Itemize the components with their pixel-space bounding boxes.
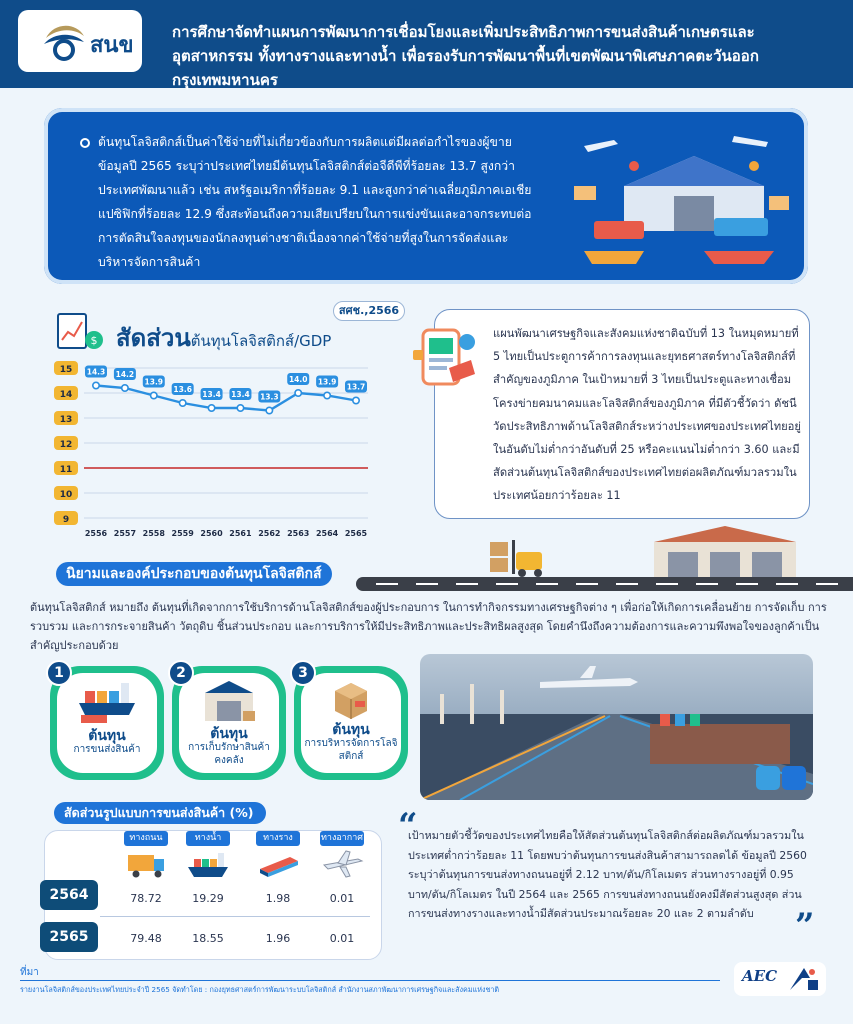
data-label: 13.4 [202, 390, 221, 399]
road-marking [416, 583, 438, 585]
otp-logo [18, 10, 142, 72]
cost-subtitle: การบริหารจัดการโลจิสติกส์ [304, 738, 398, 762]
cost-card-inventory [172, 666, 286, 780]
data-label: 13.4 [231, 390, 250, 399]
definition-heading: นิยามและองค์ประกอบของต้นทุนโลจิสติกส์ [56, 562, 332, 586]
cost-subtitle: การเก็บรักษาสินค้าคงคลัง [188, 742, 270, 766]
cost-title: ต้นทุน [332, 722, 370, 738]
cost-card-management [294, 666, 408, 780]
info-card [434, 309, 810, 519]
year-label: 2564 [40, 880, 98, 910]
logo-text: สนข [90, 33, 134, 58]
y-tick-label: 15 [59, 365, 73, 375]
aec-logo [734, 962, 826, 996]
quote-close-mark: ” [795, 906, 815, 946]
x-tick-label: 2559 [171, 529, 194, 538]
year-label: 2565 [40, 922, 98, 952]
road-marking [696, 583, 718, 585]
x-tick-label: 2565 [344, 529, 368, 538]
otp-logo-mark-icon [40, 18, 88, 62]
data-label: 13.9 [317, 377, 337, 387]
x-tick-label: 2563 [287, 529, 310, 538]
road-marking [656, 583, 678, 585]
footer-source-text: รายงานโลจิสติกส์ของประเทศไทยประจำปี 2565 จัดทำโดย : กองยุทธศาสตร์การพัฒนาระบบโลจิสติกส์ สำนักงานสภาพัฒนาการเศรษฐกิจและสังคมแห่งชาติ [20, 985, 500, 994]
series-line [96, 386, 356, 411]
y-tick-label: 9 [62, 515, 70, 525]
data-point [151, 392, 157, 398]
road-marking [496, 583, 518, 585]
source-badge: สศช.,2566 [333, 301, 405, 321]
data-point [324, 392, 330, 398]
forklift-icon [488, 538, 552, 578]
train-icon [256, 847, 300, 881]
road-marking [736, 583, 758, 585]
warehouse-icon [197, 677, 261, 723]
x-tick-label: 2564 [315, 529, 339, 538]
data-point [179, 400, 185, 406]
column-header: ทางราง [256, 831, 300, 846]
y-tick-label: 11 [59, 465, 73, 475]
definition-text: ต้นทุนโลจิสติกส์ หมายถึง ต้นทุนที่เกิดจากการใช้บริการด้านโลจิสติกส์ของผู้ประกอบการ ในการทำกิจกรรมทางเศรษฐกิจต่าง ๆ เพื่อก่อให้เกิดการเคลื่อนย้าย การจัดเก็บ การรวบรวม และการกระจายสินค้า วัตถุดิบ ชิ้นส่วนประกอบ และการบริการให้มีประสิทธิภาพและประสิทธิผลสูงสุด โดยคำนึงถึงความต้องการและความพึงพอใจของลูกค้าเป็นสำคัญประกอบด้วย [30, 601, 827, 652]
column-header: ทางถนน [124, 831, 168, 846]
road-marking [456, 583, 478, 585]
cost-card-inner [301, 673, 401, 773]
table-cell: 79.48 [130, 932, 162, 945]
y-tick-label: 10 [59, 490, 73, 500]
data-label: 13.7 [346, 382, 366, 392]
x-tick-label: 2562 [258, 529, 281, 538]
data-point [122, 385, 128, 391]
svg-text:$: $ [90, 334, 98, 347]
logistics-cost-chart [50, 358, 390, 543]
bullet-icon [80, 138, 90, 148]
intro-card [44, 108, 808, 284]
report-chart-icon [56, 312, 106, 352]
column-header: ทางน้ำ [186, 831, 230, 846]
cost-number-badge: 2 [168, 660, 194, 686]
info-text: แผนพัฒนาเศรษฐกิจและสังคมแห่งชาติฉบับที่ 13 ในหมุดหมายที่ 5 ไทยเป็นประตูการค้าการลงทุนและยุทธศาสตร์ทางโลจิสติกส์ที่สำคัญของภูมิภาค ในเป้าหมายที่ 3 ไทยเป็นประตูและทางเชื่อมโครงข่ายคมนาคมและโลจิสติกส์ของภูมิภาค ที่มีตัวชี้วัดว่า ดัชนีวัดประสิทธิภาพด้านโลจิสติกส์ระหว่างประเทศของประเทศไทยอยู่ในอันดับไม่ต่ำกว่าอันดับที่ 25 หรือคะแนนไม่ต่ำกว่า 3.60 และมีสัดส่วนต้นทุนโลจิสติกส์ของประเทศไทยต่อผลิตภัณฑ์มวลรวมในประเทศน้อยกว่าร้อยละ 11 [493, 327, 801, 503]
x-tick-label: 2557 [113, 529, 137, 538]
x-tick-label: 2561 [229, 529, 252, 538]
y-tick-label: 13 [59, 415, 73, 425]
chart-title-main: สัดส่วน [116, 324, 191, 352]
data-label: 14.3 [86, 367, 106, 377]
data-label: 13.6 [173, 385, 192, 394]
data-point [295, 390, 301, 396]
road-marking [576, 583, 598, 585]
data-label: 13.9 [144, 377, 164, 387]
data-point [237, 405, 243, 411]
truck-icon [124, 847, 168, 881]
cost-title: ต้นทุน [210, 726, 248, 742]
cost-number-badge: 3 [290, 660, 316, 686]
x-tick-label: 2558 [142, 529, 165, 538]
table-cell: 18.55 [192, 932, 224, 945]
road-marking [536, 583, 558, 585]
port-photo [420, 654, 813, 800]
chart-title-sub: ต้นทุนโลจิสติกส์/GDP [190, 332, 332, 350]
transport-table-heading: สัดส่วนรูปแบบการขนส่งสินค้า (%) [54, 802, 266, 824]
chart-title [116, 318, 331, 357]
table-cell: 1.96 [265, 932, 291, 945]
header-bar [0, 0, 853, 88]
x-tick-label: 2560 [200, 529, 223, 538]
road-marking [776, 583, 798, 585]
data-point [266, 407, 272, 413]
cargo-ship-truck-icon [75, 677, 139, 723]
footer-source-label: ที่มา [20, 967, 39, 978]
phone-document-icon [409, 324, 481, 396]
road-marking [816, 583, 838, 585]
road-strip [356, 577, 853, 591]
column-header: ทางอากาศ [320, 831, 364, 846]
warehouse-icon [650, 524, 800, 580]
aec-logo-text: AEC [742, 967, 778, 985]
road-marking [616, 583, 638, 585]
x-tick-label: 2556 [84, 529, 108, 538]
y-tick-label: 12 [59, 440, 73, 450]
footer-divider [20, 980, 720, 981]
data-label: 14.0 [288, 375, 308, 384]
data-point [93, 382, 99, 388]
cost-subtitle: การขนส่งสินค้า [73, 744, 141, 755]
data-point [208, 405, 214, 411]
quote-text: เป้าหมายตัวชี้วัดของประเทศไทยคือให้สัดส่วนต้นทุนโลจิสติกส์ต่อผลิตภัณฑ์มวลรวมในประเทศต่ำกว่าร้อยละ 11 โดยพบว่าต้นทุนการขนส่งสินค้าสามารถลดได้ ข้อมูลปี 2560 ระบุว่าต้นทุนการขนส่งทางถนนอยู่ที่ 2.12 บาท/ตัน/กิโลเมตร ส่วนทางรางอยู่ที่ 0.95 บาท/ตัน/กิโลเมตร ในปี 2564 และ 2565 การขนส่งทางถนนยังคงมีสัดส่วนสูงสุด ส่วนการขนส่งทางรางและทางน้ำมีสัดส่วนประมาณร้อยละ 20 และ 2 ตามลำดับ [408, 829, 807, 920]
parcel-box-icon [319, 677, 383, 723]
data-label: 13.3 [260, 392, 279, 402]
table-cell: 19.29 [192, 892, 224, 905]
cost-card-transport [50, 666, 164, 780]
airplane-icon [320, 847, 364, 881]
quote-open-mark: “ [398, 806, 418, 846]
cost-card-inner [179, 673, 279, 773]
y-tick-label: 14 [59, 390, 73, 400]
logistics-warehouse-illustration [564, 126, 794, 272]
road-marking [376, 583, 398, 585]
ship-icon [186, 847, 230, 881]
row-divider [100, 916, 370, 917]
table-cell: 78.72 [130, 892, 162, 905]
cost-card-inner [57, 673, 157, 773]
cost-number-badge: 1 [46, 660, 72, 686]
table-cell: 0.01 [329, 892, 355, 905]
table-cell: 0.01 [329, 932, 355, 945]
intro-text: ต้นทุนโลจิสติกส์เป็นค่าใช้จ่ายที่ไม่เกี่ยวข้องกับการผลิตแต่มีผลต่อกำไรของผู้ขาย ข้อมูลปี 2565 ระบุว่าประเทศไทยมีต้นทุนโลจิสติกส์ต่อจีดีพีที่ร้อยละ 13.7 สูงกว่าประเทศพัฒนาแล้ว เช่น สหรัฐอเมริกาที่ร้อยละ 9.1 และสูงกว่าค่าเฉลี่ยภูมิภาคเอเชียแปซิฟิกที่ร้อยละ 12.9 ซึ่งสะท้อนถึงความเสียเปรียบในการแข่งขันและอาจกระทบต่อการตัดสินใจลงทุนของนักลงทุนต่างชาติเนื่องจากค่าใช้จ่ายที่สูงในการจัดส่งและบริหารจัดการสินค้า [98, 135, 532, 269]
page-title: การศึกษาจัดทำแผนการพัฒนาการเชื่อมโยงและเพิ่มประสิทธิภาพการขนส่งสินค้าเกษตรและอุตสาหกรรม ทั้งทางรางและทางน้ำ เพื่อรองรับการพัฒนาพื้นที่เขตพัฒนาพิเศษภาคตะวันออก กรุงเทพมหานคร [172, 23, 759, 89]
cost-title: ต้นทุน [88, 728, 126, 744]
data-label: 14.2 [115, 370, 135, 379]
table-cell: 1.98 [265, 892, 291, 905]
aec-emblem-icon [788, 966, 820, 992]
data-point [353, 397, 359, 403]
